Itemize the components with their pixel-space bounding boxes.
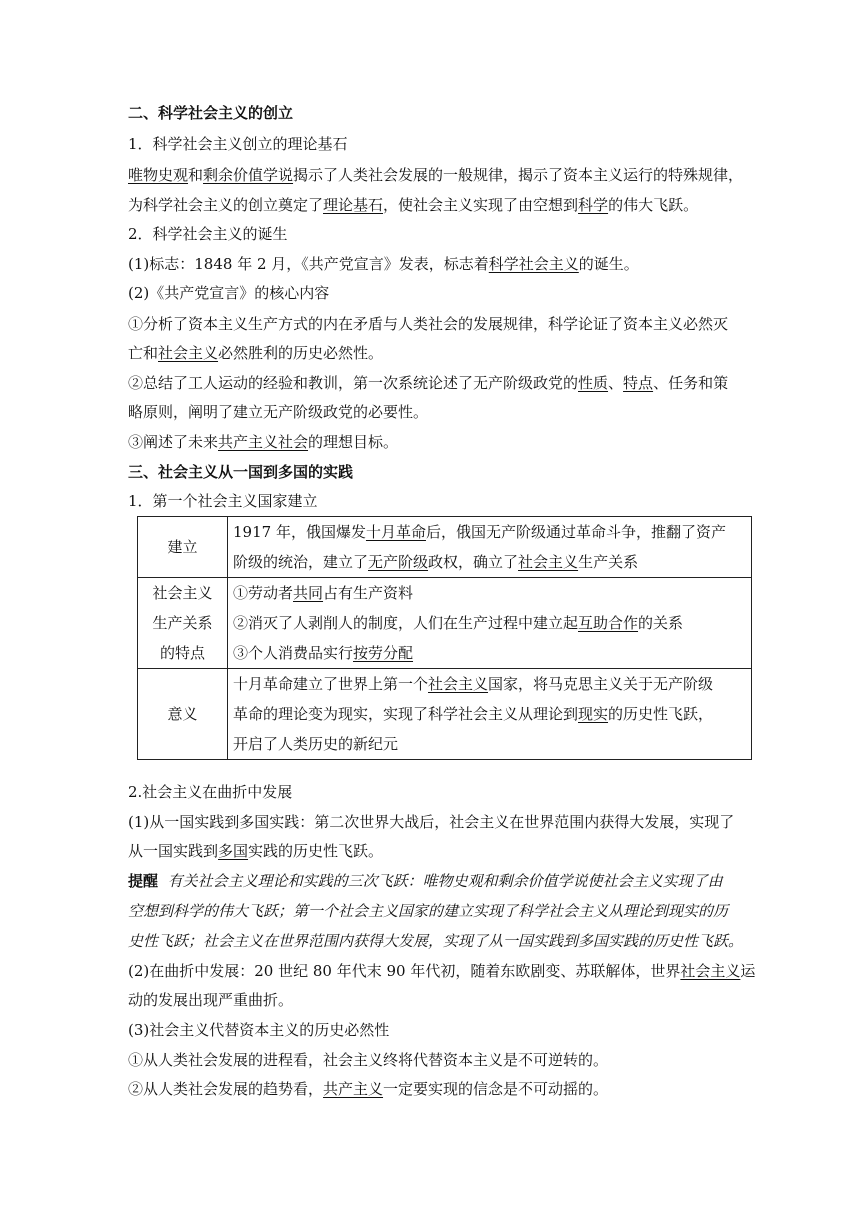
text: (1)标志：1848 年 2 月，《共产党宣言》发表，标志着 (128, 255, 489, 273)
paragraph-line (128, 431, 398, 453)
subsection-1-title: 1．第一个社会主义国家建立 (128, 492, 318, 510)
cell-line (233, 699, 751, 729)
paragraph-line: 动的发展出现严重曲折。 (128, 991, 294, 1009)
paragraph-line: (2)《共产党宣言》的核心内容 (128, 284, 330, 302)
underlined-term: 特点 (623, 374, 654, 392)
row-content (228, 578, 752, 669)
underlined-term: 按劳分配 (353, 644, 414, 662)
text: 的历史性飞跃， (608, 705, 714, 723)
text: 政权，确立了 (428, 553, 519, 571)
text: ②消灭了人剥削人的制度，人们在生产过程中建立起 (233, 614, 579, 632)
paragraph-line: (3)社会主义代替资本主义的历史必然性 (128, 1021, 390, 1039)
text: ③个人消费品实行 (233, 644, 354, 662)
text: 必然胜利的历史必然性。 (218, 344, 384, 362)
cell-line (233, 547, 751, 577)
row-header (138, 578, 228, 669)
text: 占有生产资料 (323, 584, 414, 602)
subsection-2-title: 2．科学社会主义的诞生 (128, 225, 288, 243)
underlined-term: 多国 (218, 842, 249, 860)
text: ②从人类社会发展的趋势看， (128, 1080, 324, 1098)
text: 的关系 (638, 614, 684, 632)
text: 运 (740, 962, 756, 980)
text: 后，俄国无产阶级通过革命斗争，推翻了资产 (425, 523, 726, 541)
text: ③阐述了未来 (128, 433, 219, 451)
text: 的伟大飞跃。 (608, 196, 699, 214)
table-row (138, 669, 752, 760)
tip-text: 有关社会主义理论和实践的三次飞跃：唯物史观和剩余价值学说使社会主义实现了由 (167, 872, 723, 890)
text: 揭示了人类社会发展的一般规律，揭示了资本主义运行的特殊规律， (293, 166, 744, 184)
row-content (228, 669, 752, 760)
underlined-term: 互助合作 (578, 614, 639, 632)
tip-label: 提醒 (128, 872, 159, 890)
subsection-1-title: 1．科学社会主义创立的理论基石 (128, 135, 348, 153)
header-line: 社会主义 (152, 584, 213, 602)
row-content (228, 517, 752, 578)
section-2-title: 二、科学社会主义的创立 (128, 104, 294, 122)
underlined-term: 共产主义社会 (218, 433, 309, 451)
text: 十月革命建立了世界上第一个 (233, 675, 429, 693)
text: 、 (608, 374, 624, 392)
text: ，使社会主义实现了由空想到 (383, 196, 579, 214)
underlined-term: 科学社会主义 (488, 255, 579, 273)
underlined-term: 十月革命 (365, 523, 426, 541)
text: 从一国实践到 (128, 842, 219, 860)
cell-line (233, 517, 751, 547)
paragraph-line (128, 194, 698, 216)
cell-line (233, 638, 751, 668)
underlined-term: 性质 (578, 374, 609, 392)
text: 的理想目标。 (308, 433, 399, 451)
table-row (138, 578, 752, 669)
cell-line (233, 669, 751, 699)
text: 阶级的统治，建立了 (233, 553, 369, 571)
underlined-term: 剩余价值学说 (203, 166, 294, 184)
underlined-term: 科学 (578, 196, 609, 214)
text: 和 (188, 166, 204, 184)
text: 亡和 (128, 344, 159, 362)
text: ②总结了工人运动的经验和教训，第一次系统论述了无产阶级政党的 (128, 374, 579, 392)
section-3-title: 三、社会主义从一国到多国的实践 (128, 463, 354, 481)
underlined-term: 共同 (293, 584, 324, 602)
socialist-state-table (137, 516, 752, 760)
tip-line: 史性飞跃；社会主义在世界范围内获得大发展，实现了从一国实践到多国实践的历史性飞跃。 (128, 932, 744, 950)
tip-line (128, 870, 723, 892)
paragraph-line (128, 342, 383, 364)
text: 生产关系 (578, 553, 639, 571)
cell-line (233, 578, 751, 608)
text: 国家，将马克思主义关于无产阶级 (488, 675, 714, 693)
paragraph-line (128, 253, 639, 275)
tip-line: 空想到科学的伟大飞跃；第一个社会主义国家的建立实现了科学社会主义从理论到现实的历 (128, 902, 729, 920)
paragraph-line (128, 164, 743, 186)
table-row (138, 517, 752, 578)
text: 1917 年，俄国爆发 (233, 523, 366, 541)
text: 实践的历史性飞跃。 (248, 842, 384, 860)
underlined-term: 社会主义 (428, 675, 489, 693)
underlined-term: 共产主义 (323, 1080, 384, 1098)
underlined-term: 理论基石 (323, 196, 384, 214)
text: 的诞生。 (578, 255, 639, 273)
underlined-term: 社会主义 (518, 553, 579, 571)
underlined-term: 社会主义 (680, 962, 741, 980)
underlined-term: 无产阶级 (368, 553, 429, 571)
underlined-term: 现实 (578, 705, 609, 723)
row-header: 建立 (138, 517, 228, 578)
text: 革命的理论变为现实，实现了科学社会主义从理论到 (233, 705, 579, 723)
cell-line: 开启了人类历史的新纪元 (233, 735, 399, 753)
header-line: 的特点 (159, 644, 205, 662)
underlined-term: 社会主义 (158, 344, 219, 362)
text: ①劳动者 (233, 584, 294, 602)
paragraph-line: (1)从一国实践到多国实践：第二次世界大战后，社会主义在世界范围内获得大发展，实现了 (128, 813, 735, 831)
paragraph-line (128, 372, 728, 394)
text: (2)在曲折中发展：20 世纪 80 年代末 90 年代初，随着东欧剧变、苏联解体，世界 (128, 962, 681, 980)
paragraph-line (128, 960, 755, 982)
cell-line (233, 608, 751, 638)
subsection-2-title: 2.社会主义在曲折中发展 (128, 783, 293, 801)
paragraph-line: ①从人类社会发展的进程看，社会主义终将代替资本主义是不可逆转的。 (128, 1051, 609, 1069)
paragraph-line: 略原则，阐明了建立无产阶级政党的必要性。 (128, 403, 429, 421)
paragraph-line: ①分析了资本主义生产方式的内在矛盾与人类社会的发展规律，科学论证了资本主义必然灭 (128, 315, 729, 333)
header-line: 生产关系 (152, 614, 213, 632)
text: 一定要实现的信念是不可动摇的。 (383, 1080, 609, 1098)
paragraph-line (128, 840, 383, 862)
row-header: 意义 (138, 669, 228, 760)
paragraph-line (128, 1078, 608, 1100)
text: 、任务和策 (653, 374, 729, 392)
text: 为科学社会主义的创立奠定了 (128, 196, 324, 214)
underlined-term: 唯物史观 (128, 166, 189, 184)
